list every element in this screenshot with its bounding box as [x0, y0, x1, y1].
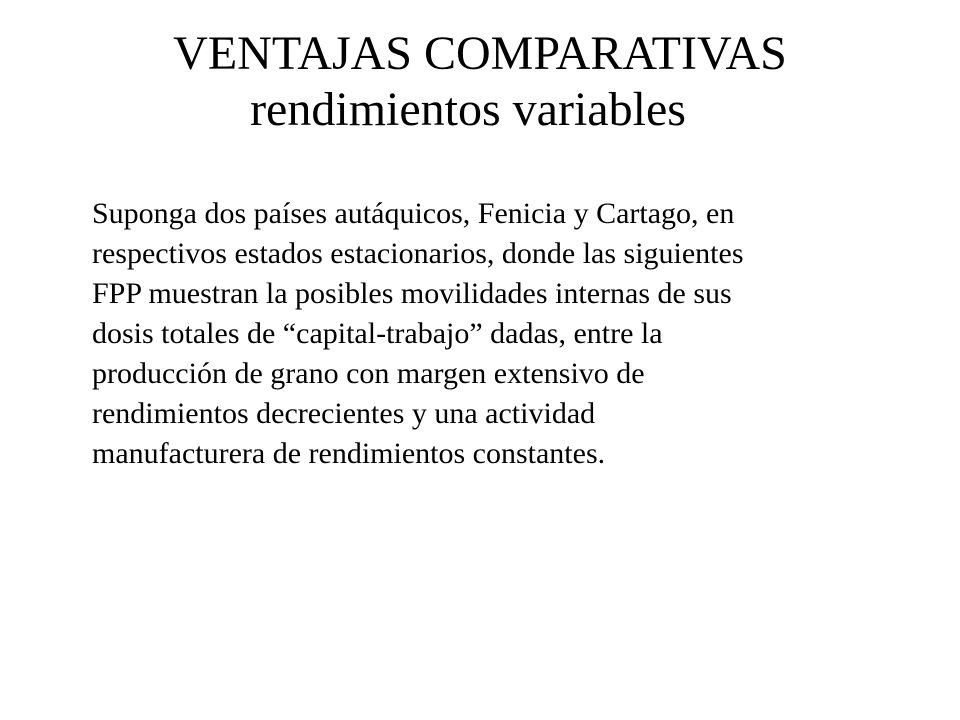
body-line: manufacturera de rendimientos constantes. [92, 437, 606, 470]
body-line: producción de grano con margen extensivo de [92, 357, 645, 390]
slide-title-line-2: rendimientos variables [250, 83, 686, 136]
slide-title [40, 26, 920, 138]
slide-body-paragraph [92, 194, 900, 474]
body-line: rendimientos decrecientes y una actividad [92, 397, 596, 430]
body-line: dosis totales de “capital-trabajo” dadas, entre la [92, 317, 663, 350]
body-line: Suponga dos países autáquicos, Fenicia y Cartago, en [92, 197, 735, 230]
slide-title-line-1: VENTAJAS COMPARATIVAS [173, 27, 787, 80]
body-line: respectivos estados estacionarios, donde las siguientes [92, 237, 744, 270]
body-line: FPP muestran la posibles movilidades internas de sus [92, 277, 732, 310]
